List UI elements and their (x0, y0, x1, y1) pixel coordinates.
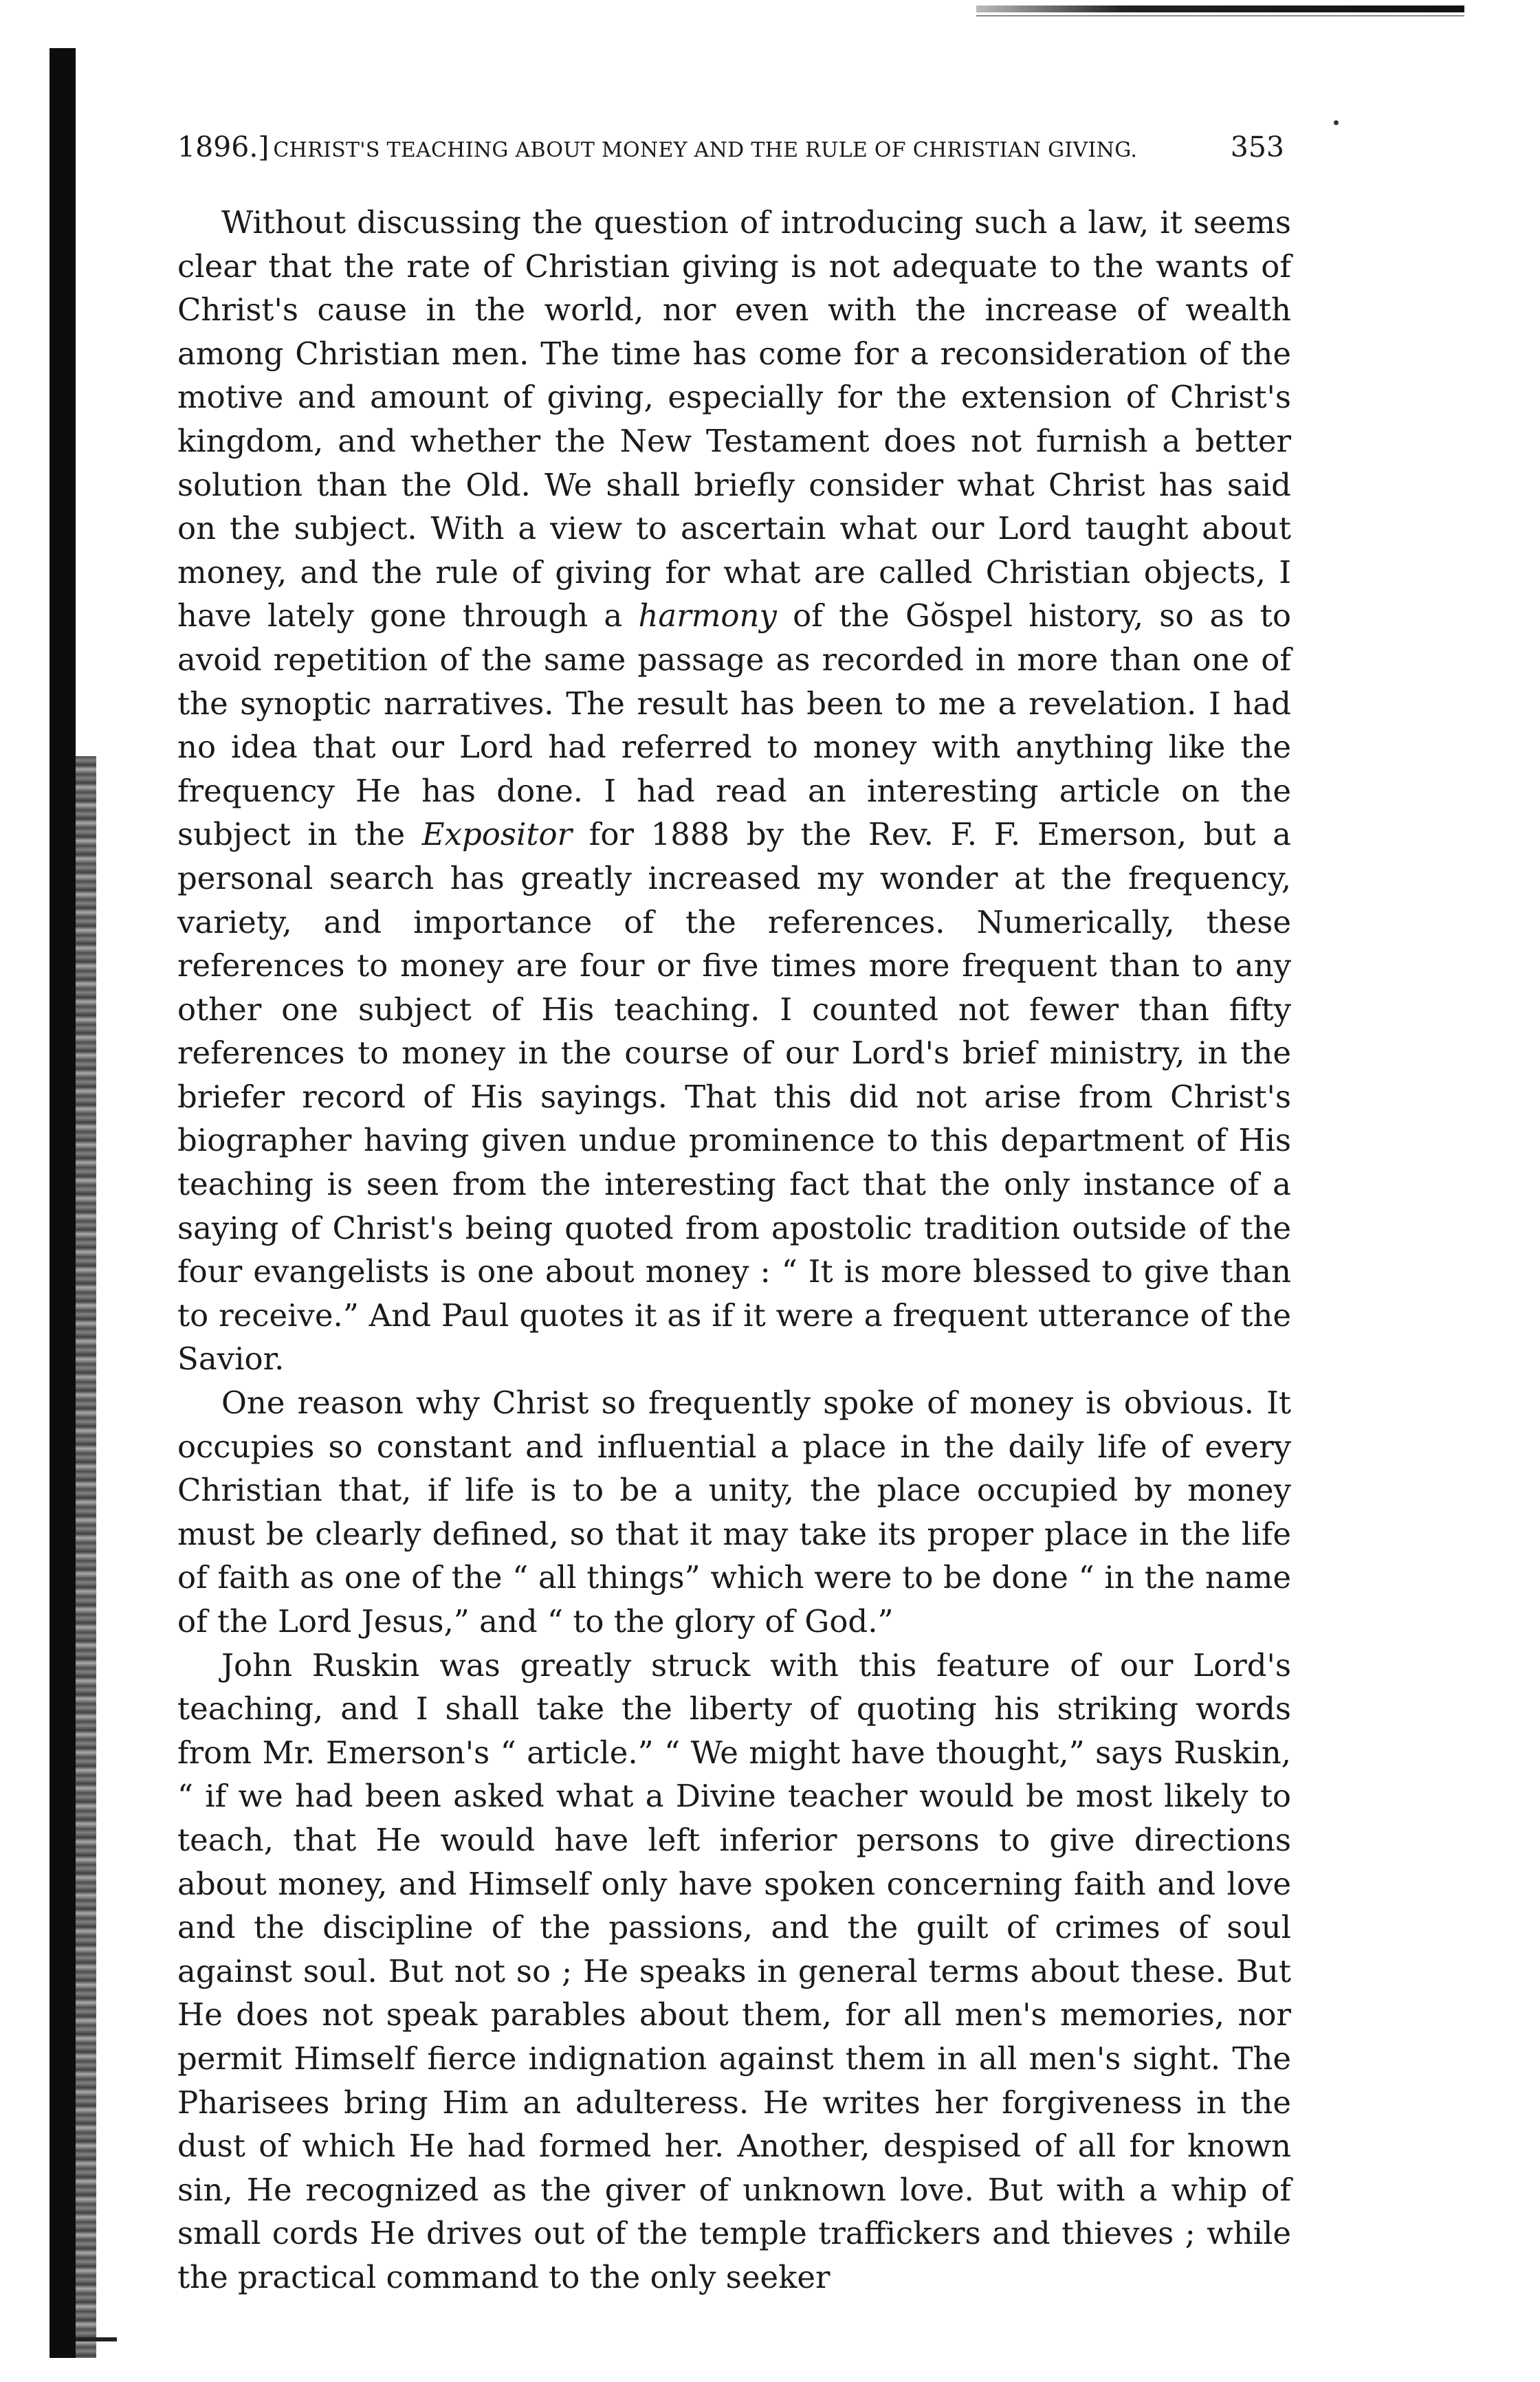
text-run-italic: harmony (638, 597, 777, 635)
top-scan-rule-thin (976, 15, 1464, 16)
running-header (177, 131, 1284, 164)
binding-texture (76, 756, 96, 2358)
header-year: 1896.] (177, 131, 270, 164)
text-run: of the Gŏspel history, so as to avoid repetition of the same passage as recorded in more than one of the synoptic narratives. The result has been to me a revelation. I had no idea that our Lord had referred to money with anything like the frequency He has done. I had read an interesting article on the subject in the (177, 597, 1291, 853)
binding-shadow (50, 48, 76, 2358)
text-run: Without discussing the question of introducing such a law, it seems clear that the rate of Christian giving is not adequate to the wants of Christ's cause in the world, nor even with the increase of wealth among Christian men. The time has come for a reconsideration of the motive and amount of giving, especially for the extension of Christ's kingdom, and whether the New Testament does not furnish a better solution than the Old. We shall briefly consider what Christ has said on the subject. With a view to ascertain what our Lord taught about money, and the rule of giving for what are called Christian objects, I have lately gone through a (177, 204, 1291, 635)
text-run: John Ruskin was greatly struck with this feature of our Lord's teaching, and I shall take the liberty of quoting his striking words from Mr. Emerson's “ article.” “ We might have thought,” says Ruskin, “ if we had been asked what a Divine teacher would be most likely to teach, that He would have left inferior persons to give directions about money, and Himself only have spoken concerning faith and love and the discipline of the passions, and the guilt of crimes of soul against soul. But not so ; He speaks in general terms about these. But He does not speak parables about them, for all men's memories, nor permit Himself fierce indignation against them in all men's sight. The Pharisees bring Him an adulteress. He writes her forgiveness in the dust of which He had formed her. Another, despised of all for known sin, He recognized as the giver of unknown love. But with a whip of small cords He drives out of the temple traffickers and thieves ; while the practical command to the only seeker (177, 1646, 1291, 2295)
paragraph (177, 1381, 1291, 1644)
text-run: for 1888 by the Rev. F. F. Emerson, but a personal search has greatly increased my wonder at the frequency, variety, and importance of the references. Numerically, these references to money are four or five times more frequent than to any other one subject of His teaching. I counted not fewer than fifty references to money in the course of our Lord's brief ministry, in the briefer record of His sayings. That this did not arise from Christ's biographer having given undue prominence to this department of His teaching is seen from the interesting fact that the only instance of a saying of Christ's being quoted from apostolic tradition outside of the four evangelists is one about money : “ It is more blessed to give than to receive.” And Paul quotes it as if it were a frequent utterance of the Savior. (177, 816, 1291, 1378)
body-text (177, 201, 1291, 2300)
header-title: CHRIST'S TEACHING ABOUT MONEY AND THE RULE OF CHRISTIAN GIVING. (273, 138, 1138, 162)
page-number: 353 (1230, 131, 1284, 164)
text-run: One reason why Christ so frequently spoke of money is obvious. It occupies so constant and influential a place in the daily life of every Christian that, if life is to be a unity, the place occupied by money must be clearly defined, so that it may take its proper place in the life of faith as one of the “ all things” which were to be done “ in the name of the Lord Jesus,” and “ to the glory of God.” (177, 1385, 1291, 1640)
text-run-italic: Expositor (421, 816, 573, 853)
top-scan-rule (976, 5, 1464, 12)
paragraph (177, 201, 1291, 1381)
scan-speck (1334, 120, 1339, 125)
binding-shadow-foot (76, 2337, 117, 2341)
paragraph (177, 1644, 1291, 2300)
